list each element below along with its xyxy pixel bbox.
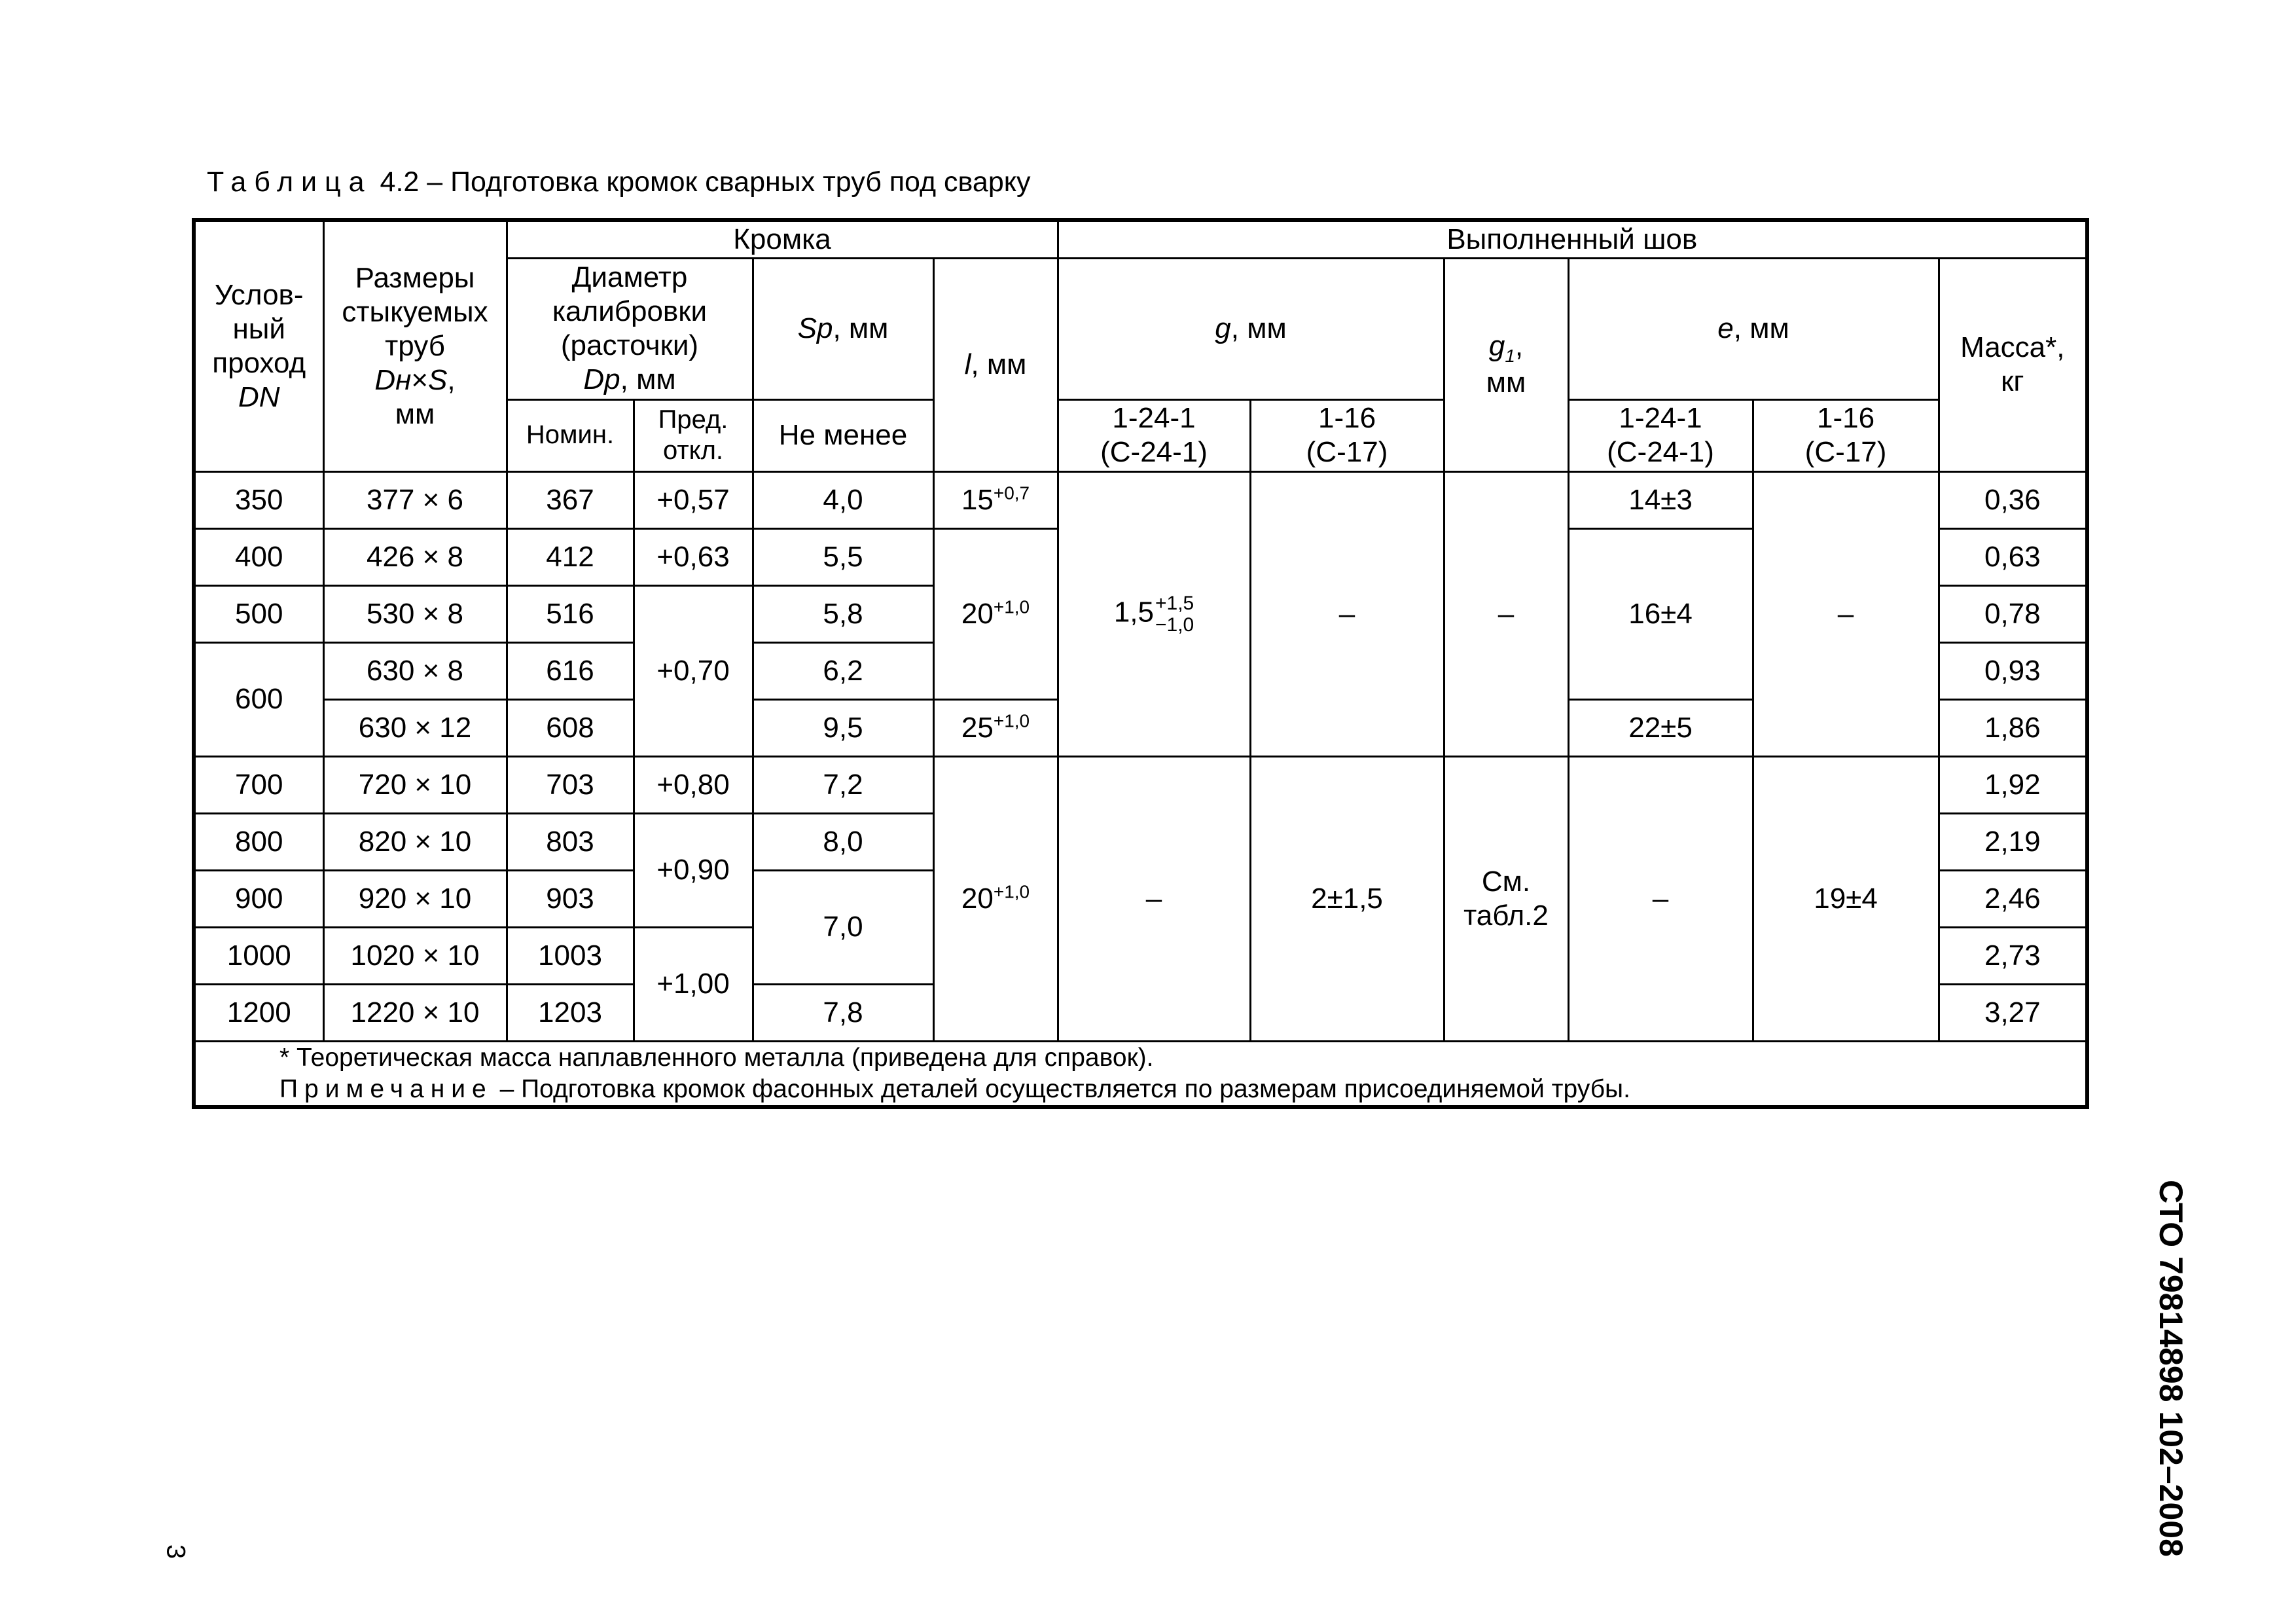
- table-row: 700 720 × 10 703 +0,80 7,2 $20^{+1,0}$ – 2±1,5 См. табл.2 – 19±4 1,92: [194, 756, 2087, 813]
- header-pred-otkl: Пред. откл.: [634, 399, 753, 471]
- table-row: 630 × 12 608 9,5 $25^{+1,0}$ 22±5 1,86: [194, 699, 2087, 756]
- header-diameter: Диаметр калибровки (расточки) Dр, мм: [507, 258, 753, 399]
- table-row: 1000 1020 × 10 1003 +1,00 2,73: [194, 927, 2087, 984]
- table-remark: Примечание – Подготовка кромок фасонных деталей осуществляется по размерам присоединяемой трубы.: [279, 1074, 1630, 1103]
- e-c2-bottom: 19±4: [1753, 756, 1939, 1041]
- header-vypolnenny-shov: Выполненный шов: [1058, 220, 2087, 258]
- g1-top: –: [1444, 471, 1568, 756]
- table-row: 350 377 × 6 367 +0,57 4,0 $15^{+0,7}$ 1,5 +1,5 −1,0 – – 14±3 – 0,36: [194, 471, 2087, 528]
- page-number: 3: [161, 1544, 190, 1559]
- header-dn: Услов- ный проход DN: [194, 220, 323, 471]
- caption-prefix: Таблица: [207, 166, 372, 198]
- header-e-c1: 1-24-1 (С-24-1): [1568, 399, 1753, 471]
- e-c1-value: 22±5: [1568, 699, 1753, 756]
- notes-row: [194, 1041, 2087, 1107]
- header-g-c1: 1-24-1 (С-24-1): [1058, 399, 1250, 471]
- e-c1-bottom: –: [1568, 756, 1753, 1041]
- table-row: 1200 1220 × 10 1203 7,8 3,27: [194, 984, 2087, 1041]
- table-caption: [207, 166, 1031, 198]
- edge-preparation-table: [192, 218, 2089, 1109]
- mass-footnote: * Теоретическая масса наплавленного металла (приведена для справок).: [279, 1043, 1154, 1072]
- table-row: 800 820 × 10 803 +0,90 8,0 2,19: [194, 813, 2087, 870]
- l-value: $20^{+1,0}$: [933, 528, 1058, 699]
- g1-bottom: См. табл.2: [1444, 756, 1568, 1041]
- g-c1-bottom: –: [1058, 756, 1250, 1041]
- header-e-c2: 1-16 (С-17): [1753, 399, 1939, 471]
- caption-text: – Подготовка кромок сварных труб под сварку: [419, 166, 1031, 198]
- caption-number: 4.2: [372, 166, 420, 198]
- document-code: СТО 79814898 102–2008: [2153, 1180, 2189, 1557]
- otkl-value: +0,70: [634, 585, 753, 756]
- header-massa: Масса*, кг: [1939, 258, 2087, 471]
- header-l: l, мм: [933, 258, 1058, 471]
- e-c1-value: 16±4: [1568, 528, 1753, 699]
- table-row: 500 530 × 8 516 +0,70 5,8 0,78: [194, 585, 2087, 642]
- g-c2-top: –: [1250, 471, 1444, 756]
- header-g-c2: 1-16 (С-17): [1250, 399, 1444, 471]
- header-sp: Sр, мм: [753, 258, 933, 399]
- l-value: $15^{+0,7}$: [933, 471, 1058, 528]
- header-sizes: Размеры стыкуемых труб Dн×S, мм: [323, 220, 507, 471]
- table-row: 400 426 × 8 412 +0,63 5,5 $20^{+1,0}$ 16±4 0,63: [194, 528, 2087, 585]
- l-value: $25^{+1,0}$: [933, 699, 1058, 756]
- g-c2-bottom: 2±1,5: [1250, 756, 1444, 1041]
- header-g1: $g_1$, мм: [1444, 258, 1568, 471]
- header-ne-menee: Не менее: [753, 399, 933, 471]
- table-row: 600 630 × 8 616 6,2 0,93: [194, 642, 2087, 699]
- header-g: g, мм: [1058, 258, 1444, 399]
- e-c1-value: 14±3: [1568, 471, 1753, 528]
- g-c1-top: 1,5 +1,5 −1,0: [1058, 471, 1250, 756]
- header-nomin: Номин.: [507, 399, 634, 471]
- table-notes: [194, 1041, 2087, 1107]
- header-row-1: [194, 220, 2087, 258]
- table-row: 900 920 × 10 903 7,0 2,46: [194, 870, 2087, 927]
- header-kromka: Кромка: [507, 220, 1058, 258]
- e-c2-top: –: [1753, 471, 1939, 756]
- header-e: e, мм: [1568, 258, 1939, 399]
- l-value: $20^{+1,0}$: [933, 756, 1058, 1041]
